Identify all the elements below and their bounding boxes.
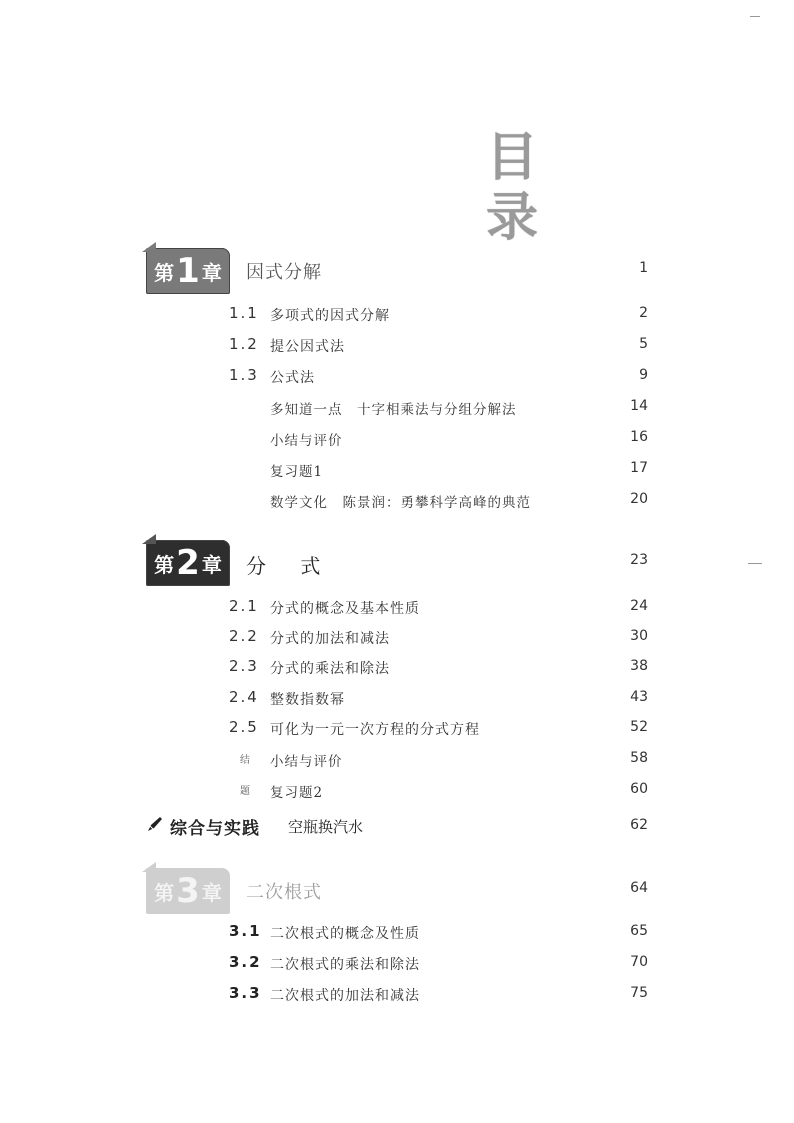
extra-page: 16 [630,429,648,445]
chapter-page: 23 [630,552,648,568]
practice-title: 空瓶换汽水 [288,818,364,836]
badge-prefix: 第 [154,880,175,905]
toc-extra-row[interactable] [0,397,794,421]
section-page: 30 [630,628,648,644]
toc-section-row[interactable] [0,657,794,681]
toc-extra-row[interactable] [0,490,794,514]
toc-extra-row[interactable] [0,749,794,773]
section-page: 52 [630,719,648,735]
section-title: 分式的加法和减法 [270,631,390,647]
section-number: 2.1 [229,597,259,615]
toc-section-row[interactable] [0,366,794,390]
section-page: 2 [639,305,648,321]
section-number: 1.2 [229,335,259,353]
section-number: 2.4 [229,688,259,706]
scan-mark [750,16,760,17]
scan-mark [748,563,762,564]
toc-extra-row[interactable] [0,428,794,452]
extra-title: 小结与评价 [270,754,343,770]
practice-label: 综合与实践 [170,819,260,839]
summary-marker: 结 [240,755,250,766]
toc-section-row[interactable] [0,335,794,359]
section-page: 38 [630,658,648,674]
section-page: 24 [630,598,648,614]
section-page: 70 [630,954,648,970]
chapter-title: 二次根式 [246,882,322,903]
section-page: 65 [630,923,648,939]
section-page: 43 [630,689,648,705]
badge-number: 1 [176,251,200,291]
toc-extra-row[interactable] [0,780,794,804]
toc-section-row[interactable] [0,627,794,651]
section-title: 公式法 [270,370,315,386]
section-page: 5 [639,336,648,352]
chapter-title: 因式分解 [246,262,322,283]
badge-prefix: 第 [154,260,175,285]
toc-section-row[interactable] [0,304,794,328]
extra-title: 复习题1 [270,464,324,480]
section-number: 3.1 [229,922,262,940]
chapter-page: 1 [639,260,648,276]
section-number: 1.1 [229,304,259,322]
extra-page: 14 [630,398,648,414]
review-marker: 题 [240,786,250,797]
section-number: 3.3 [229,984,262,1002]
section-title: 提公因式法 [270,339,345,355]
toc-section-row[interactable] [0,984,794,1008]
practice-page: 62 [630,817,648,833]
section-number: 2.2 [229,627,259,645]
badge-prefix: 第 [154,552,175,577]
chapter-badge [146,868,230,914]
extra-page: 20 [630,491,648,507]
toc-section-row[interactable] [0,922,794,946]
section-number: 2.3 [229,657,259,675]
section-title: 分式的乘法和除法 [270,661,390,677]
extra-title: 数学文化 陈景润：勇攀科学高峰的典范 [270,495,531,511]
badge-suffix: 章 [201,552,222,577]
toc-section-row[interactable] [0,597,794,621]
section-number: 3.2 [229,953,262,971]
page-title: 目 录 [486,127,553,248]
extra-title: 多知道一点 十字相乘法与分组分解法 [270,402,517,418]
section-page: 9 [639,367,648,383]
chapter-page: 64 [630,880,648,896]
practice-row[interactable] [0,814,794,840]
extra-page: 60 [630,781,648,797]
badge-suffix: 章 [201,260,222,285]
section-number: 1.3 [229,366,259,384]
section-title: 可化为一元一次方程的分式方程 [270,722,480,738]
toc-section-row[interactable] [0,953,794,977]
chapter-3-header[interactable] [0,868,794,924]
chapter-2-header[interactable] [0,540,794,596]
extra-page: 17 [630,460,648,476]
section-title: 多项式的因式分解 [270,308,390,324]
section-number: 2.5 [229,718,259,736]
toc-section-row[interactable] [0,718,794,742]
toc-extra-row[interactable] [0,459,794,483]
badge-number: 2 [176,543,200,583]
badge-suffix: 章 [201,880,222,905]
section-title: 整数指数幂 [270,692,345,708]
badge-number: 3 [176,871,200,911]
chapter-title: 分 式 [246,554,335,578]
pen-icon [147,816,163,832]
toc-section-row[interactable] [0,688,794,712]
section-title: 二次根式的加法和减法 [270,988,420,1004]
section-page: 75 [630,985,648,1001]
chapter-1-header[interactable] [0,248,794,304]
section-title: 二次根式的概念及性质 [270,926,420,942]
extra-title: 小结与评价 [270,433,343,449]
chapter-badge [146,540,230,586]
section-title: 分式的概念及基本性质 [270,601,420,617]
chapter-badge [146,248,230,294]
section-title: 二次根式的乘法和除法 [270,957,420,973]
extra-page: 58 [630,750,648,766]
extra-title: 复习题2 [270,785,324,801]
